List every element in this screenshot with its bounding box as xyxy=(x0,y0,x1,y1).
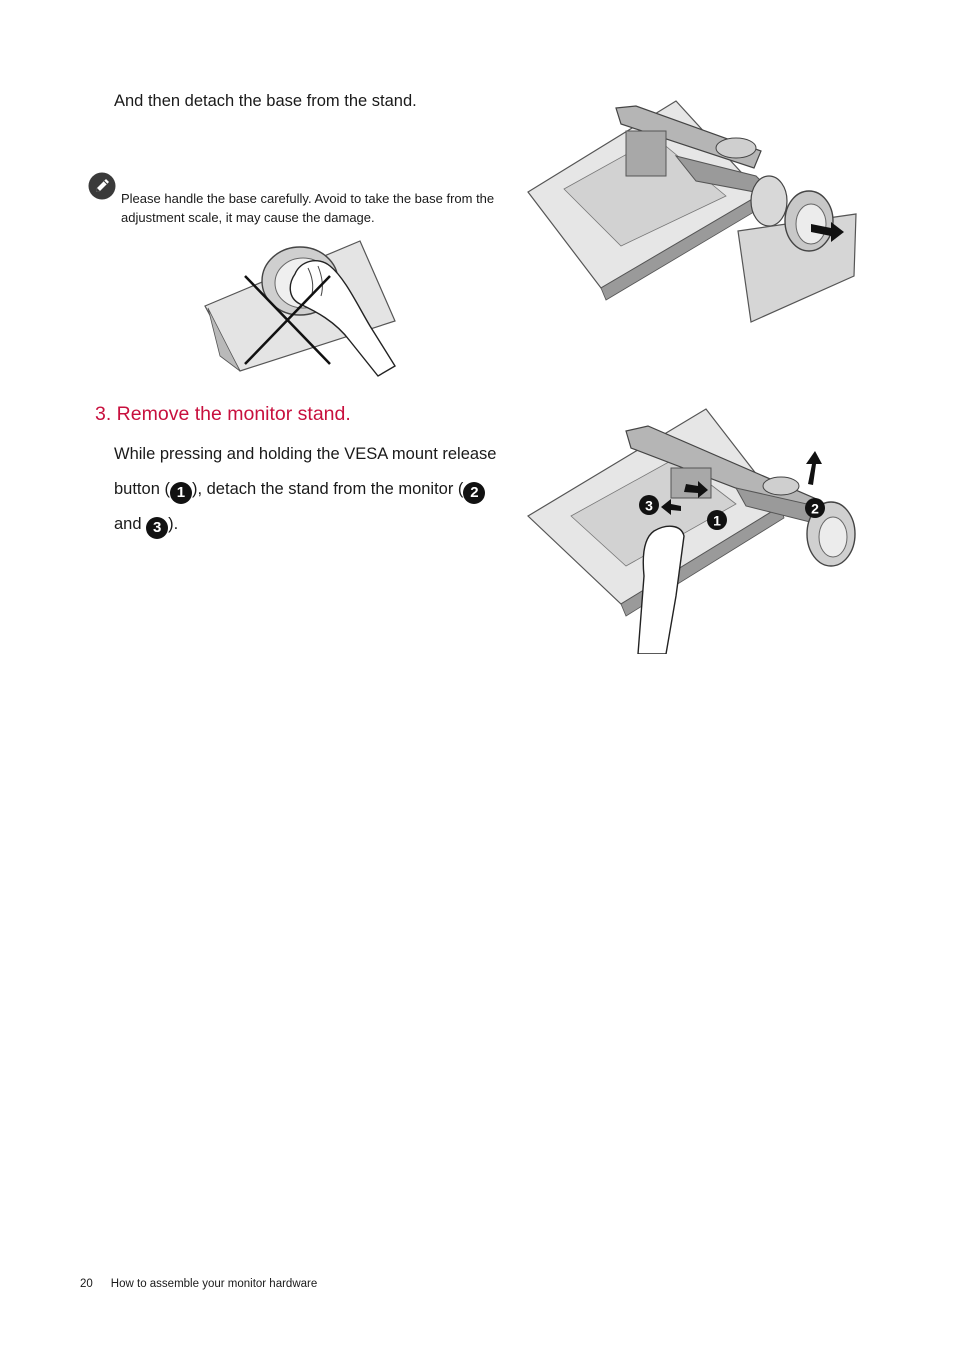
step-body-text-3: ). xyxy=(168,515,179,533)
figure-marker-3 xyxy=(639,495,659,515)
wrong-handling-illustration xyxy=(200,236,400,391)
note-text: Please handle the base carefully. Avoid to take the base from the adjustment scale, it may cause the damage. xyxy=(121,191,495,225)
step-body-text-1: While pressing and holding the VESA mount release button ( xyxy=(114,445,497,498)
detach-base-illustration xyxy=(526,96,866,328)
step-body-text-2: ), detach the stand from the monitor ( xyxy=(191,480,464,498)
figure-marker-1-label: 1 xyxy=(713,512,721,529)
page-number: 20 xyxy=(80,1278,93,1290)
marker-3-badge: 3 xyxy=(146,517,168,539)
remove-stand-illustration xyxy=(526,406,861,654)
step-heading: 3. Remove the monitor stand. xyxy=(95,403,351,425)
page-footer xyxy=(80,1278,317,1290)
figure-marker-2 xyxy=(805,498,825,518)
figure-marker-1 xyxy=(707,510,727,530)
pencil-icon xyxy=(88,172,116,200)
step-body-and: and xyxy=(114,515,147,533)
figure-marker-3-label: 3 xyxy=(645,497,653,514)
marker-2-badge: 2 xyxy=(463,482,485,504)
figure-marker-2-label: 2 xyxy=(811,500,819,517)
intro-paragraph: And then detach the base from the stand. xyxy=(114,92,417,110)
marker-1-badge: 1 xyxy=(170,482,192,504)
step-body xyxy=(114,437,504,542)
section-title: How to assemble your monitor hardware xyxy=(110,1278,318,1290)
